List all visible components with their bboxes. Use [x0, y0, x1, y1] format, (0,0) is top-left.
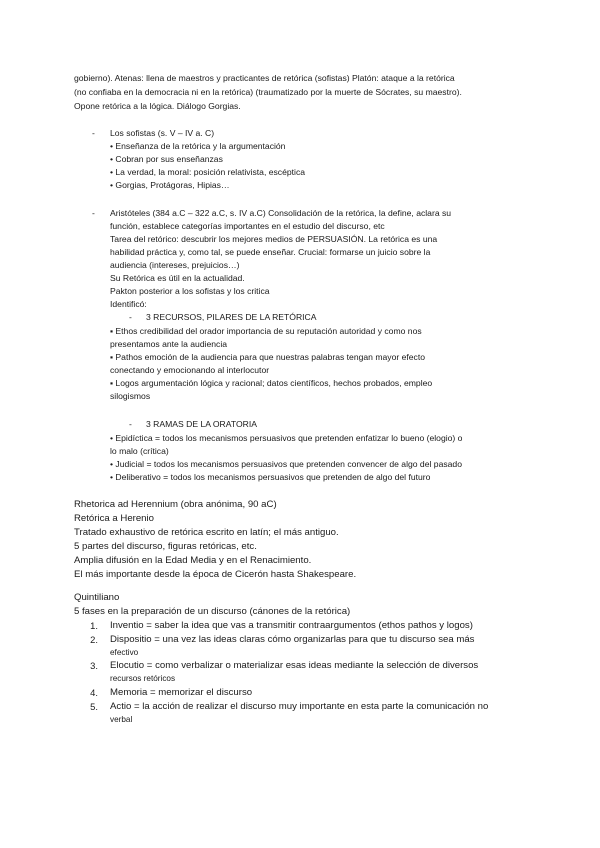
canon-item: Inventio = saber la idea que vas a transmitir contraargumentos (ethos pathos y logos): [110, 620, 473, 631]
list-dash: -: [92, 128, 95, 138]
recurso-item: presentamos ante la audiencia: [110, 339, 228, 349]
herennium-line: Tratado exhaustivo de retórica escrito en latín; el más antiguo.: [74, 527, 339, 538]
aristoteles-line: Pakton posterior a los sofistas y los critica: [110, 286, 270, 296]
canon-item-cont: efectivo: [110, 648, 139, 657]
list-number: 2.: [90, 634, 98, 645]
recursos-title: 3 RECURSOS, PILARES DE LA RETÓRICA: [146, 312, 317, 322]
sofistas-item: • Enseñanza de la retórica y la argumentación: [110, 141, 286, 151]
canon-item: Memoria = memorizar el discurso: [110, 687, 253, 698]
rama-item: lo malo (crítica): [110, 446, 169, 456]
herennium-line: Retórica a Herenio: [74, 513, 154, 524]
list-number: 3.: [90, 660, 98, 671]
recurso-item: silogismos: [110, 391, 151, 401]
recurso-item: conectando y emocionando al interlocutor: [110, 365, 270, 375]
herennium-line: Amplia difusión en la Edad Media y en el Renacimiento.: [74, 555, 312, 566]
list-number: 1.: [90, 620, 98, 631]
aristoteles-line: Aristóteles (384 a.C – 322 a.C, s. IV a.C) Consolidación de la retórica, la define, aclara su: [110, 208, 452, 218]
sofistas-item: • Cobran por sus enseñanzas: [110, 154, 223, 164]
intro-line: (no confiaba en la democracia ni en la retórica) (traumatizado por la muerte de Sócrates, su maestro).: [74, 87, 462, 97]
ramas-title: 3 RAMAS DE LA ORATORIA: [146, 419, 257, 429]
list-number: 5.: [90, 701, 98, 712]
aristoteles-line: audiencia (intereses, prejuicios…): [110, 260, 240, 270]
canon-item: Elocutio = como verbalizar o materializar esas ideas mediante la selección de diversos: [110, 660, 479, 671]
rama-item: • Judicial = todos los mecanismos persuasivos que pretenden convencer de algo del pasado: [110, 459, 462, 469]
aristoteles-line: Tarea del retórico: descubrir los mejores medios de PERSUASIÓN. La retórica es una: [110, 234, 438, 244]
rama-item: • Deliberativo = todos los mecanismos persuasivos que pretenden de algo del futuro: [110, 472, 431, 482]
list-number: 4.: [90, 687, 98, 698]
herennium-line: 5 partes del discurso, figuras retóricas, etc.: [74, 541, 257, 552]
sofistas-item: • Gorgias, Protágoras, Hipias…: [110, 180, 230, 190]
aristoteles-line: Identificó:: [110, 299, 147, 309]
canon-item: Dispositio = una vez las ideas claras cómo organizarlas para que tu discurso sea más: [110, 634, 475, 645]
canon-item-cont: recursos retóricos: [110, 674, 176, 683]
quintiliano-subtitle: 5 fases en la preparación de un discurso (cánones de la retórica): [74, 606, 351, 617]
aristoteles-line: habilidad práctica y, como tal, se puede enseñar. Crucial: formarse un juicio sobre la: [110, 247, 431, 257]
quintiliano-title: Quintiliano: [74, 592, 120, 603]
recurso-item: ▪ Pathos emoción de la audiencia para que nuestras palabras tengan mayor efecto: [110, 352, 426, 362]
aristoteles-line: función, establece categorías importantes en el estudio del discurso, etc: [110, 221, 385, 231]
rama-item: • Epidíctica = todos los mecanismos persuasivos que pretenden enfatizar lo bueno (elogio) o: [110, 433, 463, 443]
herennium-line: El más importante desde la época de Cicerón hasta Shakespeare.: [74, 569, 357, 580]
sofistas-item: • La verdad, la moral: posición relativista, escéptica: [110, 167, 306, 177]
sofistas-title: Los sofistas (s. V – IV a. C): [110, 128, 215, 138]
canon-item: Actio = la acción de realizar el discurso muy importante en esta parte la comunicación no: [110, 701, 489, 712]
herennium-title: Rhetorica ad Herennium (obra anónima, 90 aC): [74, 499, 277, 510]
recurso-item: ▪ Logos argumentación lógica y racional; datos científicos, hechos probados, empleo: [110, 378, 433, 388]
intro-line: gobierno). Atenas: llena de maestros y practicantes de retórica (sofistas) Platón: ataque a la retórica: [74, 73, 455, 83]
intro-line: Opone retórica a la lógica. Diálogo Gorgias.: [74, 101, 241, 111]
list-dash: -: [129, 419, 132, 429]
list-dash: -: [92, 208, 95, 218]
aristoteles-line: Su Retórica es útil en la actualidad.: [110, 273, 245, 283]
canon-item-cont: verbal: [110, 715, 133, 724]
recurso-item: ▪ Ethos credibilidad del orador importancia de su reputación autoridad y como nos: [110, 326, 422, 336]
list-dash: -: [129, 312, 132, 322]
